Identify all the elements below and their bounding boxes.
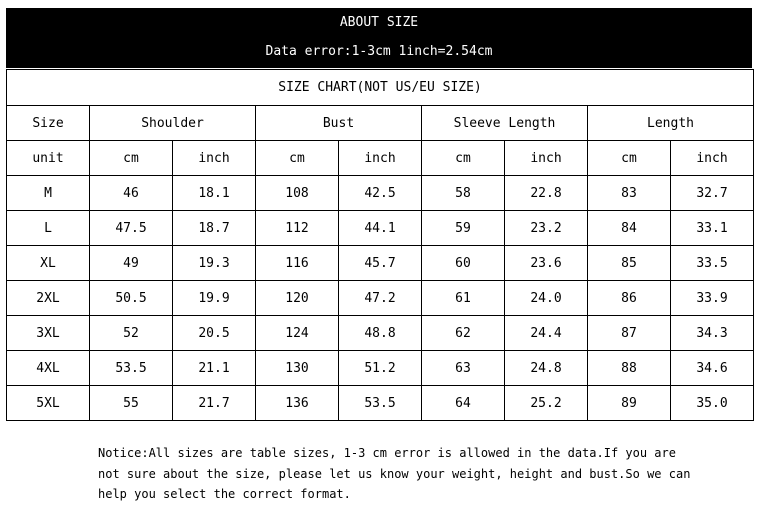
measurement-cell: 33.9 bbox=[671, 281, 754, 316]
measurement-cell: 35.0 bbox=[671, 386, 754, 421]
measurement-cell: 86 bbox=[588, 281, 671, 316]
measurement-cell: 87 bbox=[588, 316, 671, 351]
size-cell: L bbox=[7, 211, 90, 246]
measurement-cell: 88 bbox=[588, 351, 671, 386]
measurement-cell: 83 bbox=[588, 176, 671, 211]
measurement-cell: 53.5 bbox=[339, 386, 422, 421]
unit-cell: cm bbox=[422, 141, 505, 176]
measurement-cell: 48.8 bbox=[339, 316, 422, 351]
measurement-cell: 53.5 bbox=[90, 351, 173, 386]
measurement-cell: 108 bbox=[256, 176, 339, 211]
unit-cell: inch bbox=[173, 141, 256, 176]
measurement-cell: 19.3 bbox=[173, 246, 256, 281]
table-title-row bbox=[7, 70, 754, 106]
measurement-cell: 18.1 bbox=[173, 176, 256, 211]
table-row bbox=[7, 246, 754, 281]
unit-cell: inch bbox=[671, 141, 754, 176]
notice-line: not sure about the size, please let us know your weight, height and bust.So we can bbox=[98, 466, 691, 481]
measurement-cell: 49 bbox=[90, 246, 173, 281]
measurement-cell: 22.8 bbox=[505, 176, 588, 211]
unit-cell: inch bbox=[339, 141, 422, 176]
measurement-cell: 130 bbox=[256, 351, 339, 386]
measurement-cell: 45.7 bbox=[339, 246, 422, 281]
measurement-cell: 55 bbox=[90, 386, 173, 421]
unit-cell: inch bbox=[505, 141, 588, 176]
table-row bbox=[7, 316, 754, 351]
notice-text bbox=[98, 443, 698, 505]
measurement-cell: 51.2 bbox=[339, 351, 422, 386]
table-row bbox=[7, 351, 754, 386]
measurement-cell: 59 bbox=[422, 211, 505, 246]
measurement-cell: 58 bbox=[422, 176, 505, 211]
bust-header: Bust bbox=[256, 106, 422, 141]
measurement-cell: 34.6 bbox=[671, 351, 754, 386]
measurement-cell: 24.0 bbox=[505, 281, 588, 316]
notice-line: help you select the correct format. bbox=[98, 487, 351, 501]
sleeve-length-header: Sleeve Length bbox=[422, 106, 588, 141]
size-cell: 2XL bbox=[7, 281, 90, 316]
measurement-cell: 23.2 bbox=[505, 211, 588, 246]
size-chart-table bbox=[6, 69, 754, 421]
measurement-cell: 23.6 bbox=[505, 246, 588, 281]
measurement-cell: 47.2 bbox=[339, 281, 422, 316]
measurement-cell: 52 bbox=[90, 316, 173, 351]
measurement-cell: 85 bbox=[588, 246, 671, 281]
measurement-cell: 20.5 bbox=[173, 316, 256, 351]
measurement-cell: 116 bbox=[256, 246, 339, 281]
table-row bbox=[7, 211, 754, 246]
measurement-cell: 21.1 bbox=[173, 351, 256, 386]
measurement-cell: 34.3 bbox=[671, 316, 754, 351]
unit-cell: cm bbox=[588, 141, 671, 176]
measurement-cell: 64 bbox=[422, 386, 505, 421]
size-cell: XL bbox=[7, 246, 90, 281]
banner-title: ABOUT SIZE bbox=[339, 15, 419, 30]
size-cell: 5XL bbox=[7, 386, 90, 421]
length-header: Length bbox=[588, 106, 754, 141]
measurement-cell: 112 bbox=[256, 211, 339, 246]
measurement-cell: 60 bbox=[422, 246, 505, 281]
table-title: SIZE CHART(NOT US/EU SIZE) bbox=[7, 70, 754, 106]
unit-cell: cm bbox=[256, 141, 339, 176]
measurement-cell: 61 bbox=[422, 281, 505, 316]
measurement-cell: 120 bbox=[256, 281, 339, 316]
measurement-cell: 21.7 bbox=[173, 386, 256, 421]
measurement-cell: 47.5 bbox=[90, 211, 173, 246]
measurement-cell: 46 bbox=[90, 176, 173, 211]
table-row bbox=[7, 386, 754, 421]
measurement-cell: 44.1 bbox=[339, 211, 422, 246]
banner-subtitle: Data error:1-3cm 1inch=2.54cm bbox=[265, 44, 493, 59]
measurement-cell: 33.5 bbox=[671, 246, 754, 281]
measurement-cell: 33.1 bbox=[671, 211, 754, 246]
measurement-cell: 32.7 bbox=[671, 176, 754, 211]
measurement-cell: 84 bbox=[588, 211, 671, 246]
unit-header: unit bbox=[7, 141, 90, 176]
measurement-cell: 42.5 bbox=[339, 176, 422, 211]
measurement-cell: 19.9 bbox=[173, 281, 256, 316]
table-row bbox=[7, 281, 754, 316]
measurement-cell: 18.7 bbox=[173, 211, 256, 246]
measurement-cell: 62 bbox=[422, 316, 505, 351]
measurement-cell: 124 bbox=[256, 316, 339, 351]
about-size-banner bbox=[6, 8, 752, 68]
measurement-cell: 25.2 bbox=[505, 386, 588, 421]
unit-row bbox=[7, 141, 754, 176]
measurement-cell: 24.4 bbox=[505, 316, 588, 351]
size-cell: M bbox=[7, 176, 90, 211]
measurement-cell: 50.5 bbox=[90, 281, 173, 316]
notice-line: Notice:All sizes are table sizes, 1-3 cm error is allowed in the data.If you are bbox=[98, 446, 676, 460]
shoulder-header: Shoulder bbox=[90, 106, 256, 141]
header-row bbox=[7, 106, 754, 141]
measurement-cell: 24.8 bbox=[505, 351, 588, 386]
unit-cell: cm bbox=[90, 141, 173, 176]
size-header: Size bbox=[7, 106, 90, 141]
measurement-cell: 63 bbox=[422, 351, 505, 386]
measurement-cell: 89 bbox=[588, 386, 671, 421]
measurement-cell: 136 bbox=[256, 386, 339, 421]
size-cell: 3XL bbox=[7, 316, 90, 351]
size-cell: 4XL bbox=[7, 351, 90, 386]
table-row bbox=[7, 176, 754, 211]
